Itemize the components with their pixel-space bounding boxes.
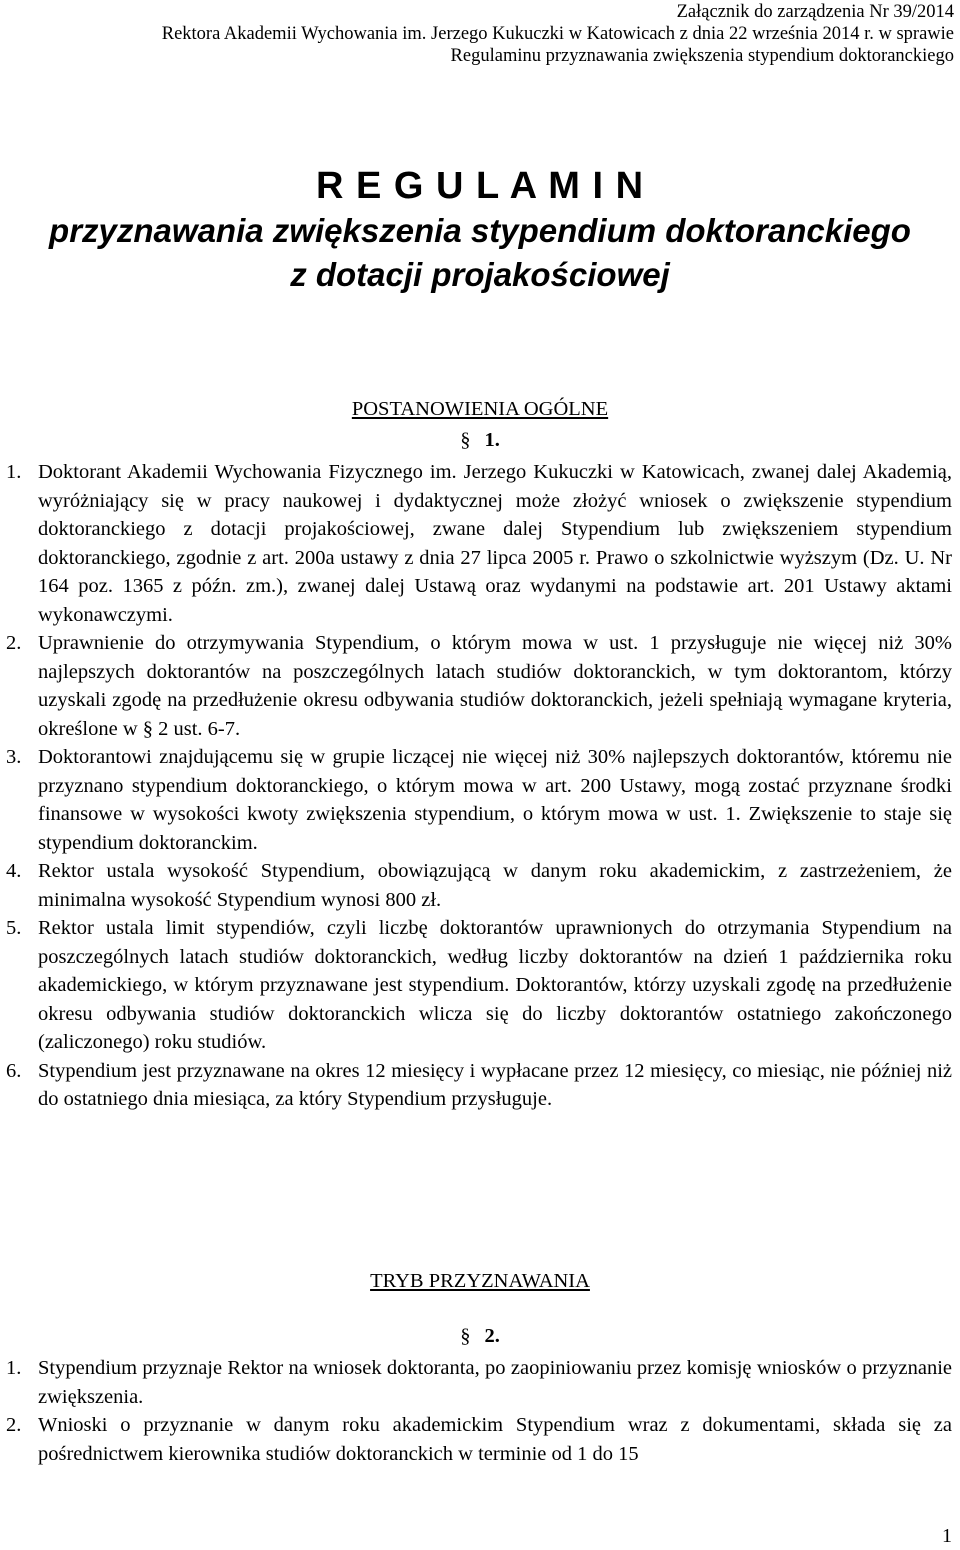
item-number: 6. — [6, 1059, 22, 1082]
general-provisions-list — [0, 458, 952, 1114]
item-text: Doktorantowi znajdującemu się w grupie liczącej nie więcej niż 30% najlepszych doktorantów, któremu nie przyznano stypendium doktoranckiego, o którym mowa w art. 200 Ustawy, mogą zostać przyznane środki finansowe w wysokości kwoty zwiększenia stypendium, o którym mowa w ust. 1. Zwiększenie to staje się stypendium doktoranckim. — [38, 746, 952, 854]
item-text: Rektor ustala limit stypendiów, czyli liczbę doktorantów uprawnionych do otrzymania Stypendium na poszczególnych latach studiów doktoranckich, według liczby doktorantów na dzień 1 października roku akademickiego, w którym przyznawane jest stypendium. Doktorantów, którzy uzyskali zgodę na przedłużenie okresu odbywania studiów doktoranckich wlicza się do liczby doktorantów ostatniego zakończonego (zaliczonego) roku studiów. — [38, 917, 952, 1053]
paragraph-marker-1 — [0, 427, 960, 453]
item-number: 5. — [6, 917, 22, 939]
paragraph-number: 2. — [484, 1325, 500, 1347]
list-item — [0, 1411, 952, 1468]
granting-procedure-list — [0, 1354, 952, 1468]
item-text: Rektor ustala wysokość Stypendium, obowiązującą w danym roku akademickim, z zastrzeżeniem, że minimalna wysokość Stypendium wynosi 800 zł. — [38, 860, 952, 911]
paragraph-number: 1. — [484, 429, 500, 451]
section-heading-general-provisions: POSTANOWIENIA OGÓLNE — [351, 398, 609, 420]
item-number: 1. — [6, 1357, 22, 1379]
section-heading-granting-procedure: TRYB PRZYZNAWANIA — [370, 1270, 590, 1292]
header-line-1: Załącznik do zarządzenia Nr 39/2014 — [676, 2, 954, 22]
list-item — [0, 857, 952, 914]
list-item — [0, 1354, 952, 1411]
item-text: Wnioski o przyznanie w danym roku akademickim Stypendium wraz z dokumentami, składa się za pośrednictwem kierownika studiów doktoranckich w terminie od 1 do 15 — [38, 1414, 952, 1465]
attachment-header-note — [162, 1, 954, 67]
item-text: Uprawnienie do otrzymywania Stypendium, o którym mowa w ust. 1 przysługuje nie więcej niż 30% najlepszych doktorantów na poszczególnych latach studiów doktoranckich, w tym doktorantom, którzy uzyskali zgodę na przedłużenie okresu odbywania studiów doktoranckich, jeżeli spełniają wymagane kryteria, określone w § 2 ust. 6-7. — [38, 632, 952, 740]
item-text: Stypendium przyznaje Rektor na wniosek doktoranta, po zaopiniowaniu przez komisję wniosków o przyznanie zwiększenia. — [38, 1357, 952, 1408]
item-number: 4. — [6, 860, 22, 882]
paragraph-marker-2 — [0, 1323, 960, 1349]
list-item — [0, 458, 952, 629]
document-title-block — [0, 163, 960, 297]
item-number: 2. — [6, 632, 22, 654]
list-item — [0, 1057, 952, 1114]
list-item — [0, 743, 952, 857]
item-number: 2. — [6, 1414, 22, 1436]
item-number: 1. — [6, 461, 22, 483]
item-text: Doktorant Akademii Wychowania Fizycznego im. Jerzego Kukuczki w Katowicach, zwanej dalej Akademią, wyróżniający się w pracy naukowej i dydaktycznej może złożyć wniosek o zwiększenie stypendium doktoranckiego z dotacji projakościowej, zwane dalej Stypendium lub zwiększeniem stypendium doktoranckiego, zgodnie z art. 200a ustawy z dnia 27 lipca 2005 r. Prawo o szkolnictwie wyższym (Dz. U. Nr 164 poz. 1365 z późn. zm.), zwanej dalej Ustawą oraz wydanymi na podstawie art. 201 Ustawy aktami wykonawczymi. — [38, 461, 952, 626]
document-title: R E G U L A M I N — [315, 165, 645, 207]
item-text: Stypendium jest przyznawane na okres 12 miesięcy i wypłacane przez 12 miesięcy, co miesiąc, nie później niż do ostatniego dnia miesiąca, za który Stypendium przysługuje. — [38, 1059, 952, 1110]
document-subtitle-line-2: z dotacji projakościowej — [290, 256, 670, 293]
header-line-3: Regulaminu przyznawania zwiększenia stypendium doktoranckiego — [450, 46, 954, 66]
header-line-2: Rektora Akademii Wychowania im. Jerzego Kukuczki w Katowicach z dnia 22 września 2014 r. w sprawie — [161, 24, 954, 44]
document-subtitle-line-1: przyznawania zwiększenia stypendium doktoranckiego — [49, 212, 911, 249]
section-sign-icon: § — [460, 429, 471, 451]
section-sign-icon: § — [460, 1325, 471, 1347]
list-item — [0, 914, 952, 1057]
list-item — [0, 629, 952, 743]
page-number: 1 — [942, 1525, 952, 1547]
item-number: 3. — [6, 746, 22, 768]
